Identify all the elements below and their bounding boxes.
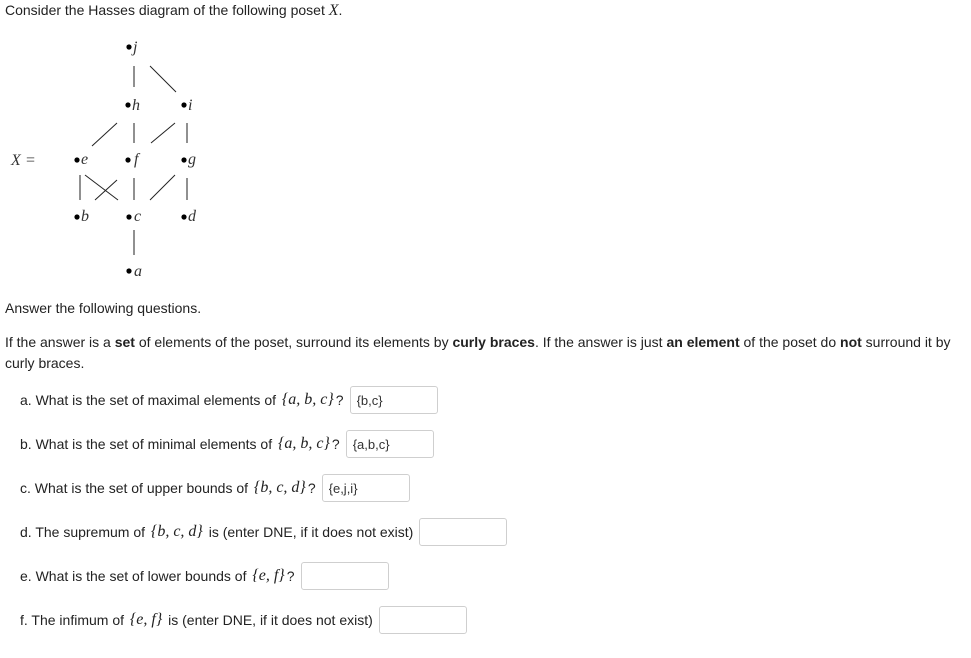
answer-c-input[interactable] [322, 474, 410, 502]
node-e-dot [74, 157, 79, 162]
question-e-suffix: ? [286, 568, 295, 584]
node-g-label: g [188, 151, 196, 168]
question-c-text: c. What is the set of upper bounds of [20, 480, 249, 496]
question-d-text: d. The supremum of [20, 524, 146, 540]
node-h-label: h [132, 97, 140, 114]
question-b-suffix: ? [331, 436, 340, 452]
question-c [20, 474, 410, 502]
question-c-set: {b, c, d} [253, 479, 306, 496]
question-f-set: {e, f} [129, 611, 163, 628]
question-f-suffix: is (enter DNE, if it does not exist) [168, 612, 373, 628]
question-a-suffix: ? [335, 392, 344, 408]
question-e-set: {e, f} [252, 567, 285, 584]
question-d-set: {b, c, d} [150, 523, 203, 540]
intro-sentence: Consider the Hasses diagram of the following poset [5, 2, 325, 18]
instr-bold-set: set [114, 334, 135, 350]
node-j-dot [126, 44, 131, 49]
instr-bold-curly-braces: curly braces [452, 334, 535, 350]
question-a-text: a. What is the set of maximal elements of [20, 392, 276, 408]
instr-bold-not: not [840, 334, 862, 350]
node-g-dot [181, 157, 186, 162]
node-c-label: c [134, 208, 142, 225]
node-h-dot [125, 102, 130, 107]
edge-f-i [151, 123, 175, 143]
question-f-text: f. The infimum of [20, 612, 125, 628]
intro-poset-variable: X [328, 2, 339, 19]
question-e-text: e. What is the set of lower bounds of [20, 568, 247, 584]
edge-i-j [150, 66, 176, 92]
intro-text [5, 2, 342, 20]
answer-a-input[interactable] [350, 386, 438, 414]
answer-e-input[interactable] [301, 562, 389, 590]
node-d-dot [181, 214, 186, 219]
question-b [20, 430, 434, 458]
node-j-label: j [133, 39, 138, 56]
instr-part-1: If the answer is a [5, 334, 115, 350]
node-e-label: e [81, 151, 89, 168]
diagram-equals: = [26, 152, 36, 169]
node-f-label: f [134, 151, 139, 168]
question-e [20, 562, 389, 590]
question-d-suffix: is (enter DNE, if it does not exist) [208, 524, 414, 540]
instructions-heading: Answer the following questions. [5, 300, 202, 316]
edge-c-g [150, 175, 175, 200]
intro-period: . [338, 2, 343, 18]
node-b-dot [74, 214, 79, 219]
node-i-dot [181, 102, 186, 107]
instr-part-3: . If the answer is just [534, 334, 667, 350]
node-i-label: i [188, 97, 193, 114]
question-f [20, 606, 467, 634]
answer-b-input[interactable] [346, 430, 434, 458]
instr-part-5: surround it by curly braces. [5, 334, 951, 371]
hasse-diagram [0, 30, 230, 285]
edge-c-e [85, 175, 118, 200]
question-b-text: b. What is the set of minimal elements of [20, 436, 273, 452]
question-b-set: {a, b, c} [278, 435, 330, 452]
node-c-dot [126, 214, 131, 219]
diagram-lhs: X [11, 152, 21, 169]
node-a-label: a [134, 263, 142, 280]
instr-part-4: of the poset do [739, 334, 841, 350]
node-b-label: b [81, 208, 89, 225]
node-a-dot [126, 268, 131, 273]
question-a [20, 386, 438, 414]
question-c-suffix: ? [307, 480, 316, 496]
answer-d-input[interactable] [419, 518, 507, 546]
edge-e-h [92, 123, 117, 146]
node-f-dot [125, 157, 130, 162]
instr-part-2: of elements of the poset, surround its elements by [134, 334, 453, 350]
question-d [20, 518, 507, 546]
answer-f-input[interactable] [379, 606, 467, 634]
instructions-paragraph [5, 332, 965, 374]
instr-bold-an-element: an element [666, 334, 740, 350]
question-a-set: {a, b, c} [281, 391, 334, 408]
node-d-label: d [188, 208, 196, 225]
